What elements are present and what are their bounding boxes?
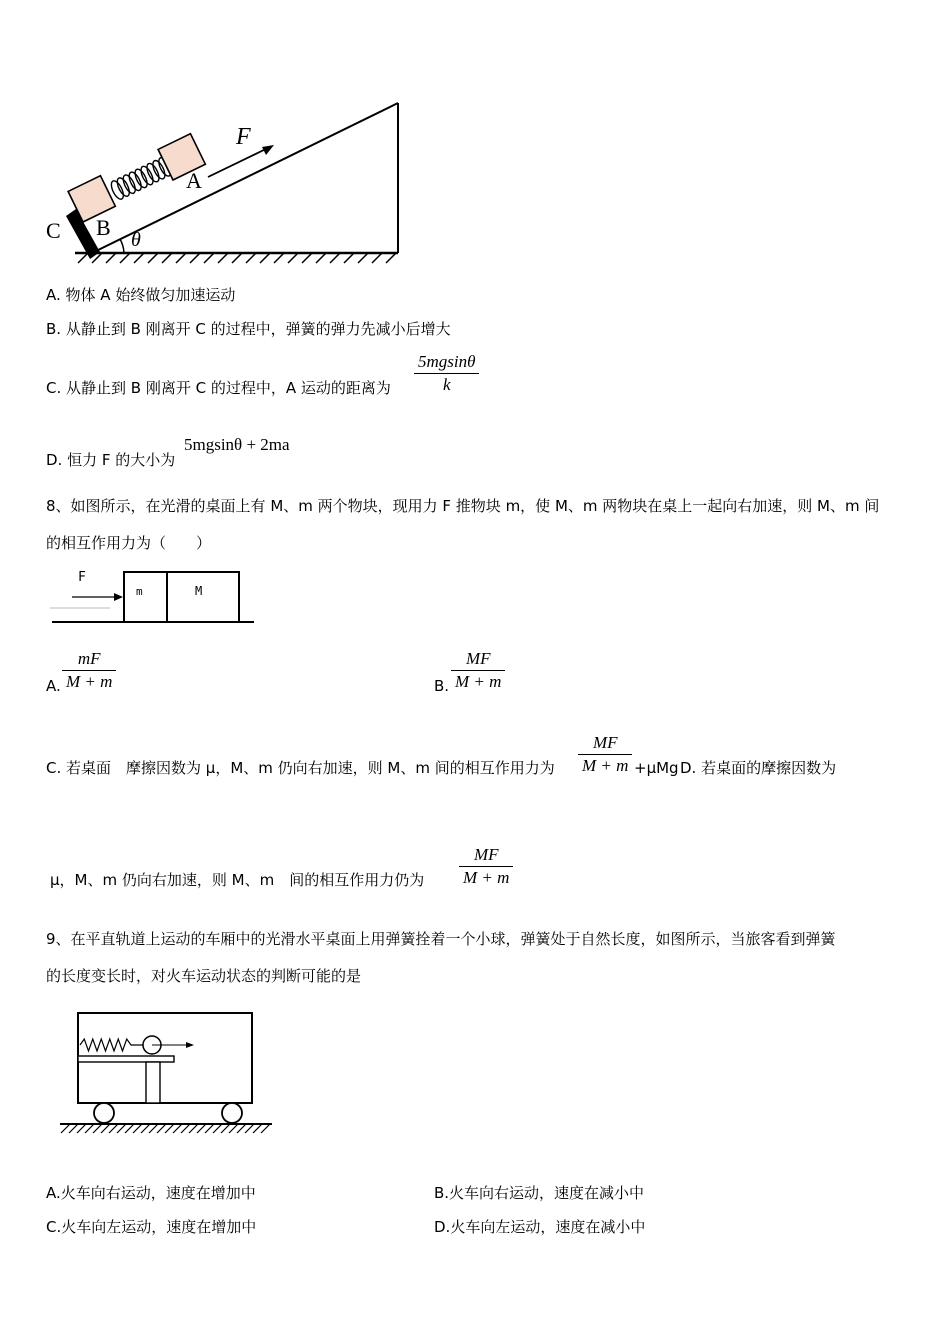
q8-c-denominator: M + m	[582, 756, 629, 775]
q9-stem-line1: 9、在平直轨道上运动的车厢中的光滑水平桌面上用弹簧拴着一个小球，弹簧处于自然长度，如图所示，当旅客看到弹簧	[46, 930, 836, 948]
q8-option-c[interactable]: C. 若桌面 摩擦因数为 μ，M、m 仍向右加速，则 M、m 间的相互作用力为	[46, 759, 555, 777]
force-label: F	[236, 124, 251, 150]
q8-stem-line1: 8、如图所示，在光滑的桌面上有 M、m 两个物块，现用力 F 推物块 m，使 M、m 两物块在桌上一起向右加速，则 M、m 间	[46, 497, 880, 515]
ground-hatch	[77, 1124, 86, 1133]
ground-hatch	[205, 1124, 214, 1133]
ground-hatch	[173, 1124, 182, 1133]
ground-hatch	[85, 1124, 94, 1133]
q9-option-d[interactable]: D.火车向左运动，速度在减小中	[434, 1218, 646, 1236]
ground-hatch	[261, 1124, 270, 1133]
ground-hatch	[117, 1124, 126, 1133]
ground-hatch	[109, 1124, 118, 1133]
ground-hatch	[229, 1124, 238, 1133]
q9-stem-line2: 的长度变长时，对火车运动状态的判断可能的是	[46, 967, 362, 985]
wall-c-label: C	[46, 218, 61, 243]
q8-fig-m-label: m	[136, 585, 143, 598]
q8-fig-M-label: M	[195, 584, 203, 598]
ground-hatch	[61, 1124, 70, 1133]
q8-option-a-label[interactable]: A.	[46, 677, 61, 695]
ground-hatch	[221, 1124, 230, 1133]
ground-hatch	[245, 1124, 254, 1133]
q7-c-numerator: 5mgsinθ	[418, 352, 476, 371]
ground-hatch	[101, 1124, 110, 1133]
q8-b-numerator: MF	[465, 649, 491, 668]
q7-option-a[interactable]: A. 物体 A 始终做匀加速运动	[46, 286, 236, 304]
q8-b-denominator: M + m	[455, 672, 502, 691]
q7-d-expression: 5mgsinθ + 2ma	[184, 435, 290, 454]
q9-option-a[interactable]: A.火车向右运动，速度在增加中	[46, 1184, 256, 1202]
q9-option-b[interactable]: B.火车向右运动，速度在减小中	[434, 1184, 645, 1202]
q8-stem-line2: 的相互作用力为（ ）	[46, 534, 212, 552]
q8-d-numerator: MF	[473, 845, 499, 864]
q8-c-tail: +μMg	[634, 759, 679, 777]
block-a-label: A	[186, 168, 202, 193]
q8-option-d[interactable]: D. 若桌面的摩擦因数为	[680, 759, 837, 777]
ground-hatch	[237, 1124, 246, 1133]
q7-option-d[interactable]: D. 恒力 F 的大小为	[46, 451, 176, 469]
ground-hatch	[149, 1124, 158, 1133]
q7-option-c[interactable]: C. 从静止到 B 刚离开 C 的过程中，A 运动的距离为	[46, 379, 391, 397]
q8-fig-force-label: F	[78, 570, 86, 585]
q8-option-b-label[interactable]: B.	[434, 677, 450, 695]
ground-hatch	[181, 1124, 190, 1133]
ground-hatch	[253, 1124, 262, 1133]
q8-option-d-line2: μ，M、m 仍向右加速，则 M、m 间的相互作用力仍为	[50, 871, 425, 889]
q8-c-numerator: MF	[592, 733, 618, 752]
ground-hatch	[157, 1124, 166, 1133]
ground-hatch	[213, 1124, 222, 1133]
q8-a-denominator: M + m	[66, 672, 113, 691]
ground-hatch	[189, 1124, 198, 1133]
q7-option-b[interactable]: B. 从静止到 B 刚离开 C 的过程中，弹簧的弹力先减小后增大	[46, 320, 451, 338]
ground-hatch	[197, 1124, 206, 1133]
ground-hatch	[125, 1124, 134, 1133]
ground-hatch	[165, 1124, 174, 1133]
q7-c-denominator: k	[442, 375, 451, 394]
theta-label: θ	[131, 229, 141, 251]
block-b-label: B	[96, 215, 111, 240]
ground-hatch	[93, 1124, 102, 1133]
ground-hatch	[133, 1124, 142, 1133]
ground-hatch	[69, 1124, 78, 1133]
ground-hatch	[141, 1124, 150, 1133]
q8-d-denominator: M + m	[463, 868, 510, 887]
q8-a-numerator: mF	[77, 649, 101, 668]
q9-option-c[interactable]: C.火车向左运动，速度在增加中	[46, 1218, 257, 1236]
